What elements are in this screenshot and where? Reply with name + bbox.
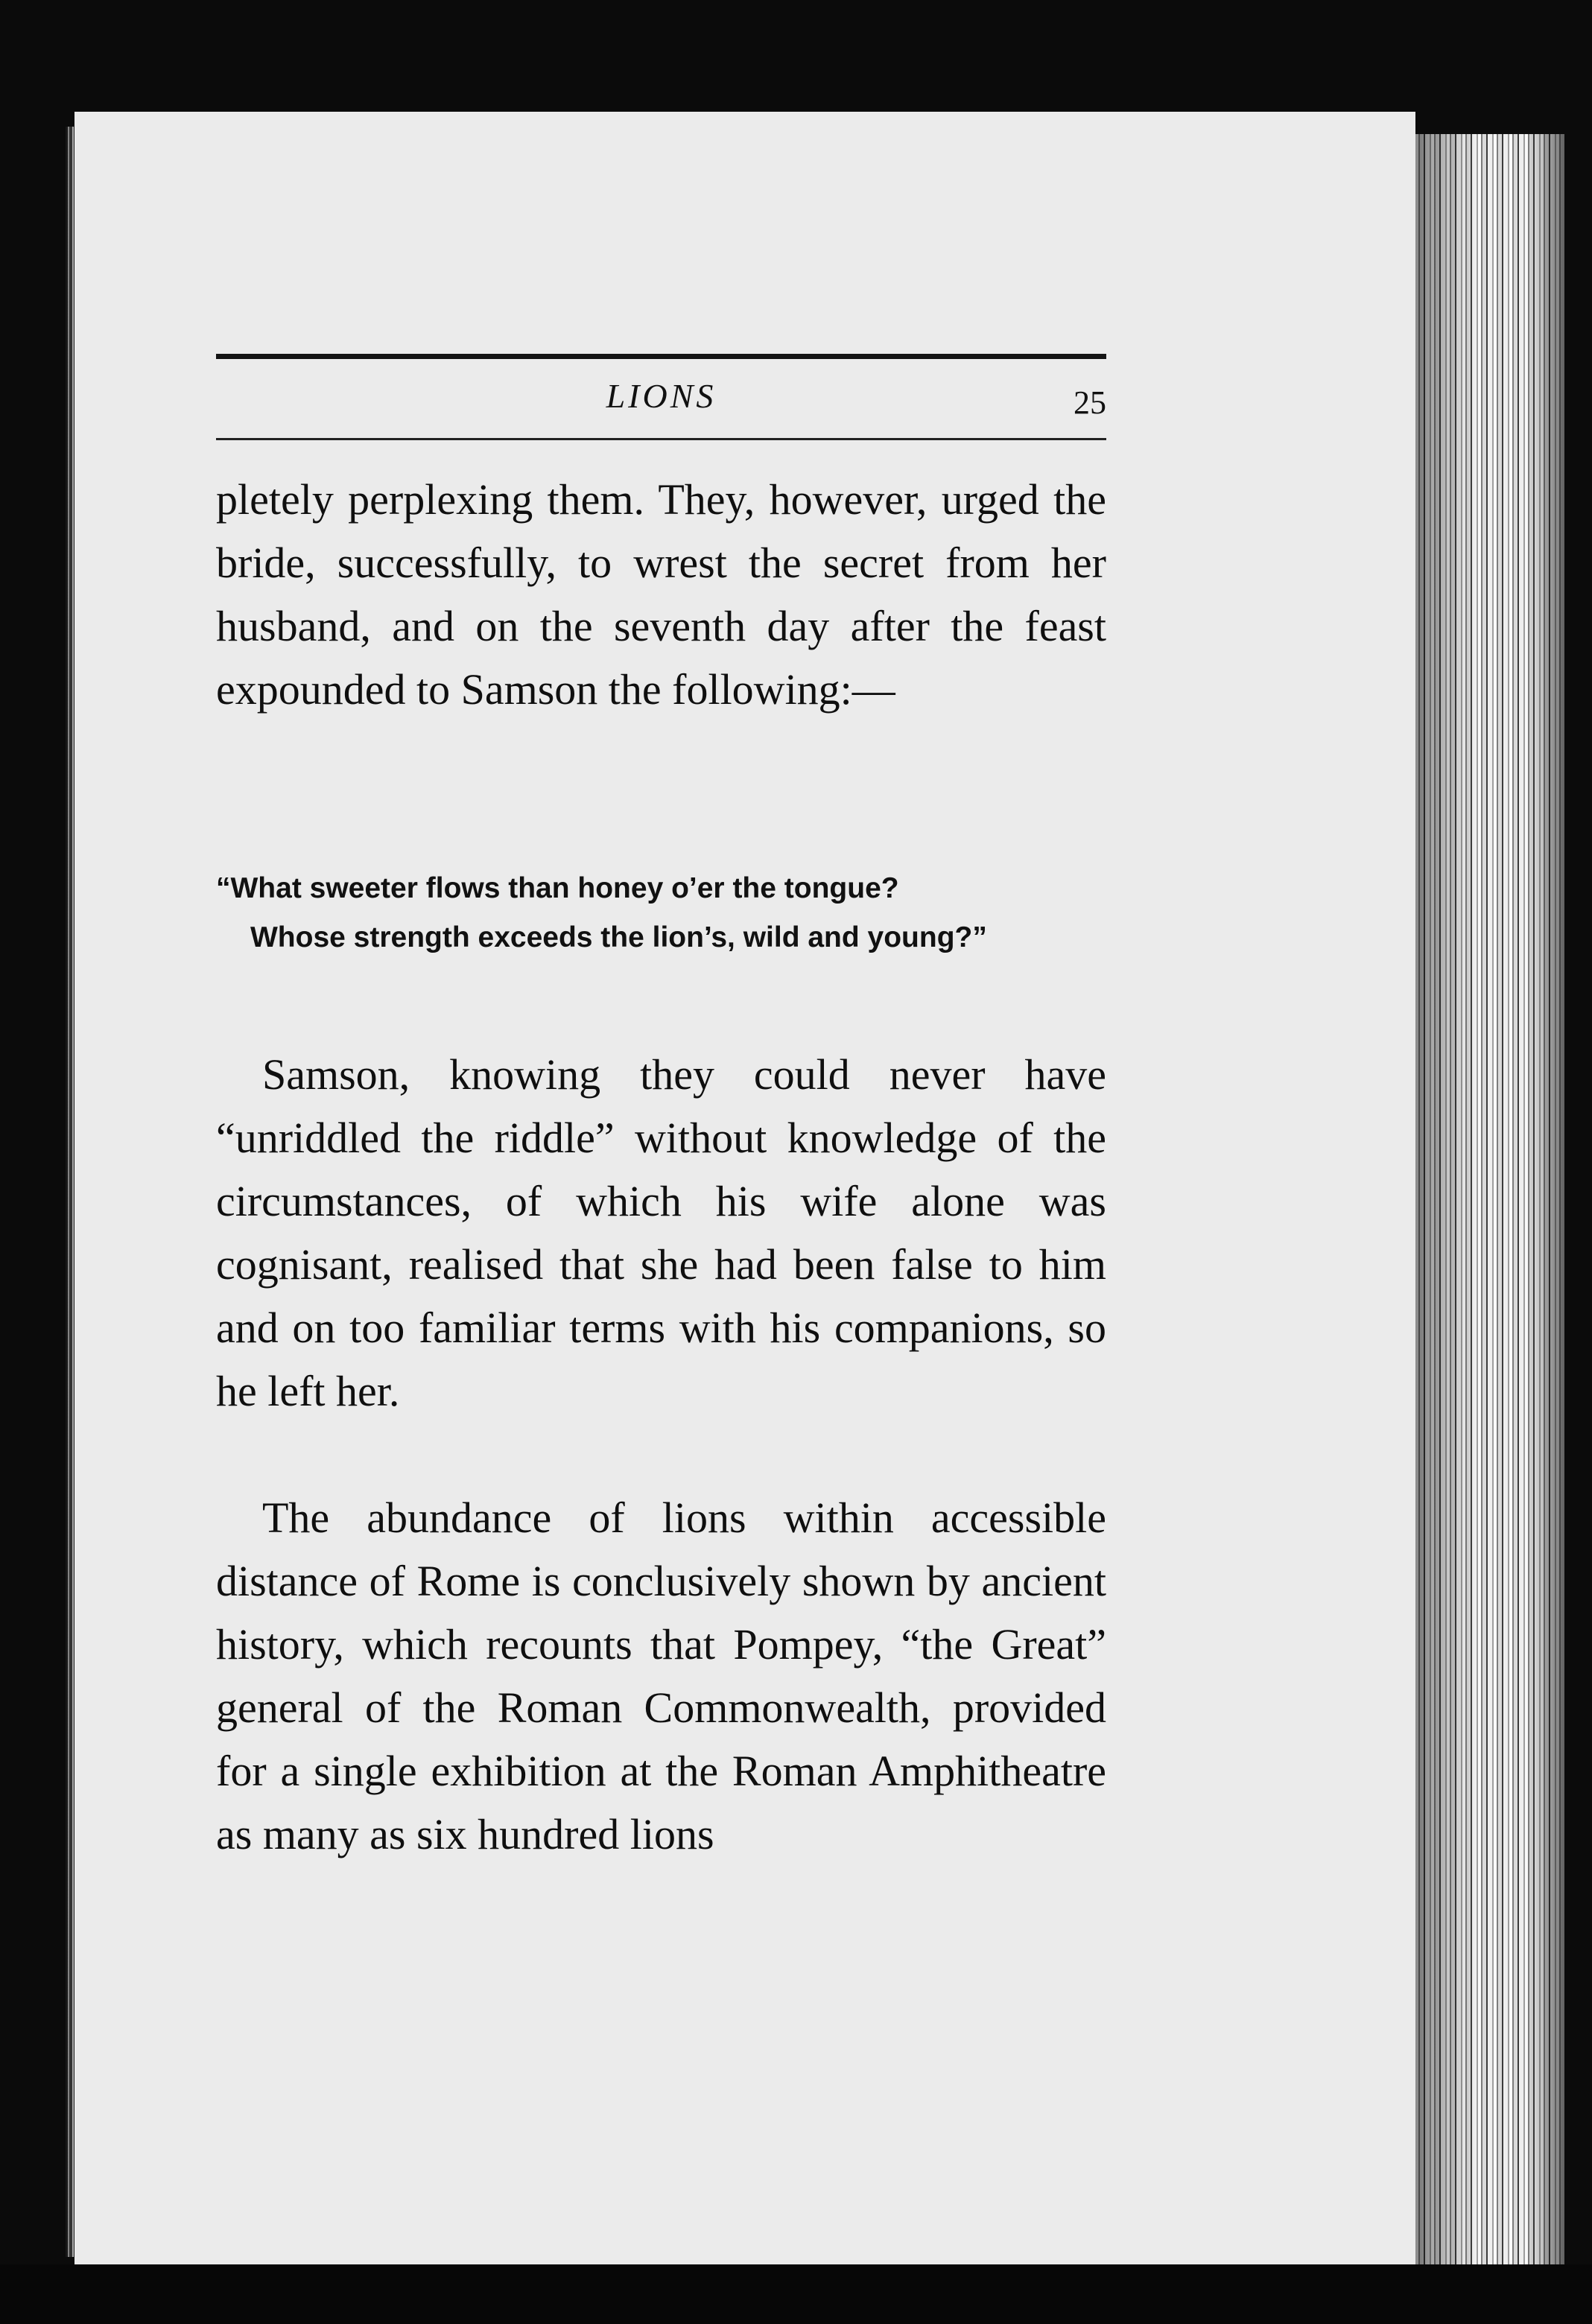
verse-line-2: Whose strength exceeds the lion’s, wild and young?” (250, 921, 987, 953)
running-head-title: LIONS (606, 377, 717, 415)
paragraph-1: pletely perplexing them. They, however, urged the bride, successfully, to wrest the secret from her husband, and on the seventh day after the feast expounded to Samson the following:— (216, 475, 1106, 714)
paragraph-3: The abundance of lions within accessible distance of Rome is conclusively shown by ancient history, which recounts that Pompey, “the Great” general of the Roman Commonwealth, provided for a single exhibition at the Roman Amphitheatre as many as six hundred lions (216, 1493, 1106, 1858)
header-rule-bottom (216, 438, 1106, 440)
verse-line-1: “What sweeter flows than honey o’er the tongue? (216, 872, 899, 904)
paragraph-2: Samson, knowing they could never have “unriddled the riddle” without knowledge of the circumstances, of which his wife alone was cognisant, realised that she had been false to him and on too familiar terms with his companions, so he left her. (216, 1050, 1106, 1415)
bottom-shadow (0, 2264, 1592, 2324)
header-rule-top (216, 354, 1106, 359)
running-head (216, 376, 1106, 428)
verse-quote (216, 864, 1106, 962)
page-number: 25 (1074, 384, 1106, 421)
fore-edge-shadow (1415, 134, 1564, 2294)
